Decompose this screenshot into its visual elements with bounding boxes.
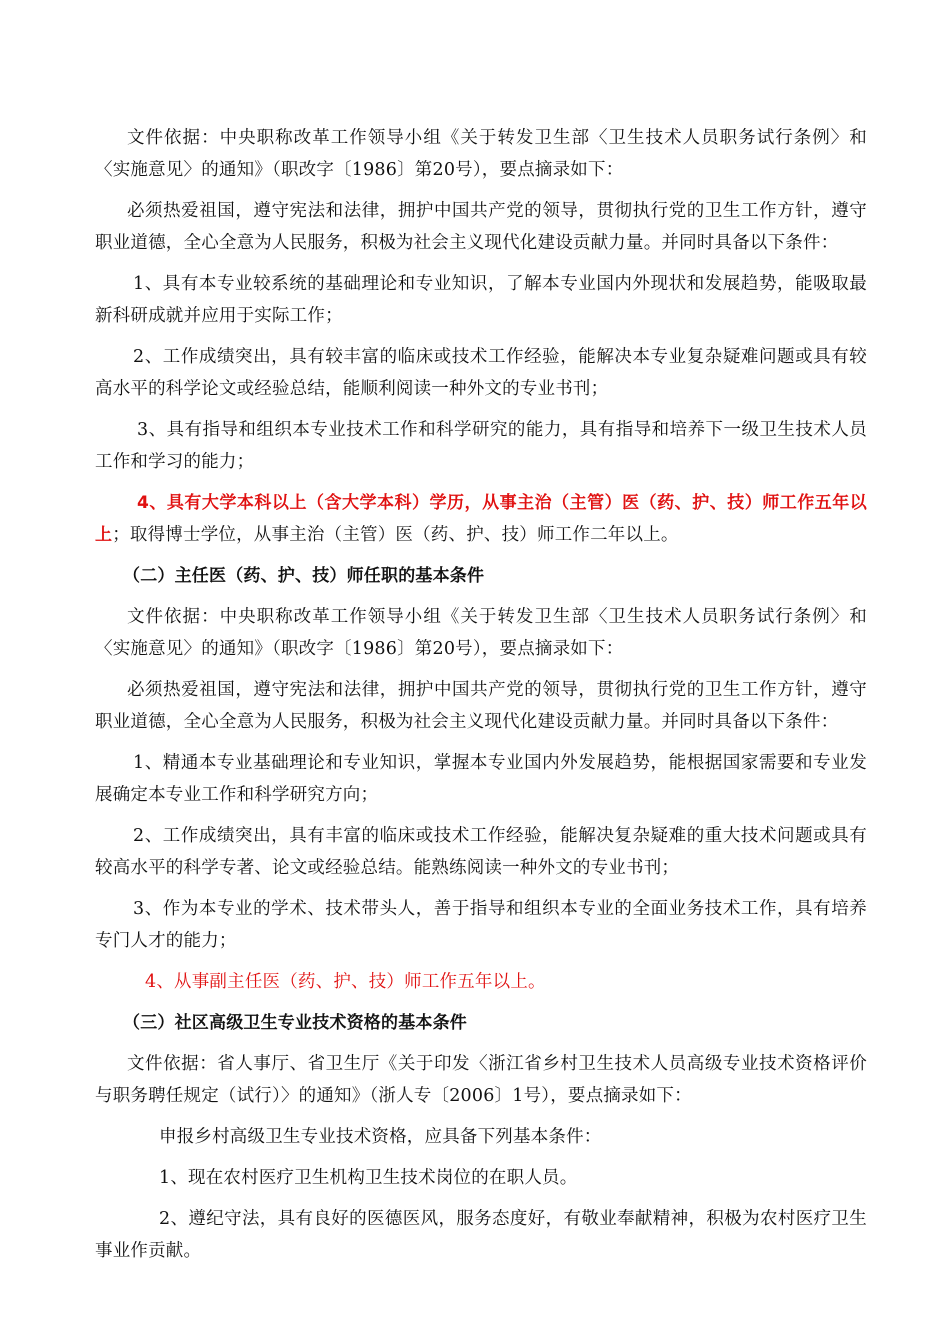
s2-basis: 文件依据：中央职称改革工作领导小组《关于转发卫生部〈卫生技术人员职务试行条例〉和〈实施意见〉的通知》（职改字〔1986〕第20号），要点摘录如下： bbox=[95, 607, 867, 659]
s2-item-1: 1、精通本专业基础理论和专业知识，掌握本专业国内外发展趋势，能根据国家需要和专业发展确定本专业工作和科学研究方向； bbox=[95, 753, 867, 805]
s3-item-1: 1、现在农村医疗卫生机构卫生技术岗位的在职人员。 bbox=[159, 1168, 578, 1188]
s3-heading: （三）社区高级卫生专业技术资格的基本条件 bbox=[123, 1013, 467, 1033]
s1-item-1: 1、具有本专业较系统的基础理论和专业知识，了解本专业国内外现状和发展趋势，能吸取最新科研成就并应用于实际工作； bbox=[95, 274, 867, 326]
s3-intro: 申报乡村高级卫生专业技术资格，应具备下列基本条件： bbox=[159, 1127, 602, 1147]
document-body bbox=[95, 122, 867, 1276]
s1-item-4-rest: ；取得博士学位，从事主治（主管）医（药、护、技）师工作二年以上。 bbox=[112, 525, 679, 545]
s2-item-3: 3、作为本专业的学术、技术带头人，善于指导和组织本专业的全面业务技术工作，具有培养专门人才的能力； bbox=[95, 899, 867, 951]
s1-general-requirements: 必须热爱祖国，遵守宪法和法律，拥护中国共产党的领导，贯彻执行党的卫生工作方针，遵守职业道德，全心全意为人民服务，积极为社会主义现代化建设贡献力量。并同时具备以下条件： bbox=[95, 201, 867, 253]
s2-heading: （二）主任医（药、护、技）师任职的基本条件 bbox=[123, 566, 485, 586]
s1-item-4-number: 4、 bbox=[137, 493, 167, 513]
s1-basis: 文件依据：中央职称改革工作领导小组《关于转发卫生部〈卫生技术人员职务试行条例〉和〈实施意见〉的通知》（职改字〔1986〕第20号），要点摘录如下： bbox=[95, 128, 867, 180]
s1-item-3: 3、具有指导和组织本专业技术工作和科学研究的能力，具有指导和培养下一级卫生技术人员工作和学习的能力； bbox=[95, 420, 867, 472]
s1-item-2: 2、工作成绩突出，具有较丰富的临床或技术工作经验，能解决本专业复杂疑难问题或具有较高水平的科学论文或经验总结，能顺利阅读一种外文的专业书刊； bbox=[95, 347, 867, 399]
s2-item-2: 2、工作成绩突出，具有丰富的临床或技术工作经验，能解决复杂疑难的重大技术问题或具有较高水平的科学专著、论文或经验总结。能熟练阅读一种外文的专业书刊； bbox=[95, 826, 867, 878]
s2-general-requirements: 必须热爱祖国，遵守宪法和法律，拥护中国共产党的领导，贯彻执行党的卫生工作方针，遵守职业道德，全心全意为人民服务，积极为社会主义现代化建设贡献力量。并同时具备以下条件： bbox=[95, 680, 867, 732]
s2-item-4: 4、从事副主任医（药、护、技）师工作五年以上。 bbox=[145, 972, 546, 992]
s3-basis: 文件依据：省人事厅、省卫生厅《关于印发〈浙江省乡村卫生技术人员高级专业技术资格评价与职务聘任规定（试行）〉的通知》（浙人专〔2006〕1号），要点摘录如下： bbox=[95, 1054, 867, 1106]
s3-item-2: 2、遵纪守法，具有良好的医德医风，服务态度好，有敬业奉献精神，积极为农村医疗卫生事业作贡献。 bbox=[95, 1209, 867, 1261]
s1-item-4-highlight: 具有大学本科以上（含大学本科）学历，从事主治（主管）医（药、护、技）师工作五年以上 bbox=[95, 493, 868, 545]
s1-item-4 bbox=[95, 487, 867, 551]
